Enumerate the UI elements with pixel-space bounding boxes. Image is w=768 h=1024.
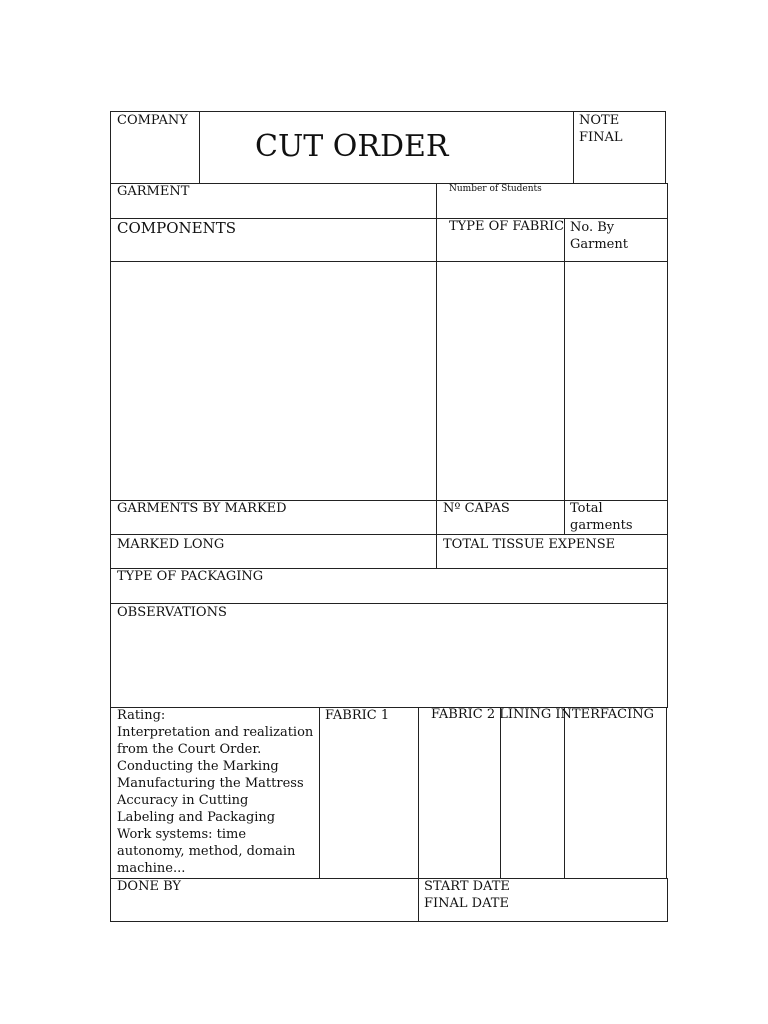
fabric1-label: FABRIC 1 — [325, 708, 390, 723]
total-garments-label: Total garments — [570, 501, 633, 533]
company-label: COMPANY — [117, 113, 188, 128]
garment-label: GARMENT — [117, 184, 190, 199]
rating-list — [117, 707, 313, 877]
rating-line: Manufacturing the Mattress — [117, 776, 304, 791]
total-tissue-label: TOTAL TISSUE EXPENSE — [443, 537, 616, 552]
rating-line: autonomy, method, domain — [117, 844, 296, 859]
lining-cell — [500, 707, 565, 879]
marked-long-label: MARKED LONG — [117, 537, 225, 552]
final-date-label: FINAL DATE — [424, 896, 509, 911]
fabric-type-body-cell — [436, 261, 565, 501]
rating-line: Work systems: time — [117, 827, 247, 842]
rating-line: Accuracy in Cutting — [117, 793, 249, 808]
final-label: FINAL — [579, 130, 623, 145]
rating-line: Conducting the Marking — [117, 759, 279, 774]
fabric1-cell — [319, 707, 419, 879]
capas-label: Nº CAPAS — [443, 501, 510, 516]
note-label: NOTE — [579, 113, 620, 128]
start-date-label: START DATE — [424, 879, 510, 894]
interfacing-cell — [564, 707, 667, 879]
rating-line: machine... — [117, 861, 186, 876]
components-body-cell — [110, 261, 437, 501]
rating-line: Labeling and Packaging — [117, 810, 276, 825]
rating-line: from the Court Order. — [117, 742, 262, 757]
fabric2-lining-interfacing-label: FABRIC 2 LINING INTERFACING — [431, 707, 654, 722]
type-of-fabric-label: TYPE OF FABRIC — [449, 219, 565, 234]
no-by-garment-body-cell — [564, 261, 668, 501]
observations-label: OBSERVATIONS — [117, 605, 227, 620]
form-title: CUT ORDER — [255, 129, 449, 164]
fabric2-cell — [418, 707, 501, 879]
packaging-label: TYPE OF PACKAGING — [117, 569, 264, 584]
no-by-garment-label: No. By Garment — [570, 220, 628, 252]
students-label: Number of Students — [449, 184, 542, 194]
rating-line: Interpretation and realization — [117, 725, 314, 740]
done-by-label: DONE BY — [117, 879, 181, 894]
garments-by-marked-label: GARMENTS BY MARKED — [117, 501, 287, 516]
components-label: COMPONENTS — [117, 219, 237, 237]
rating-line: Rating: — [117, 708, 166, 723]
